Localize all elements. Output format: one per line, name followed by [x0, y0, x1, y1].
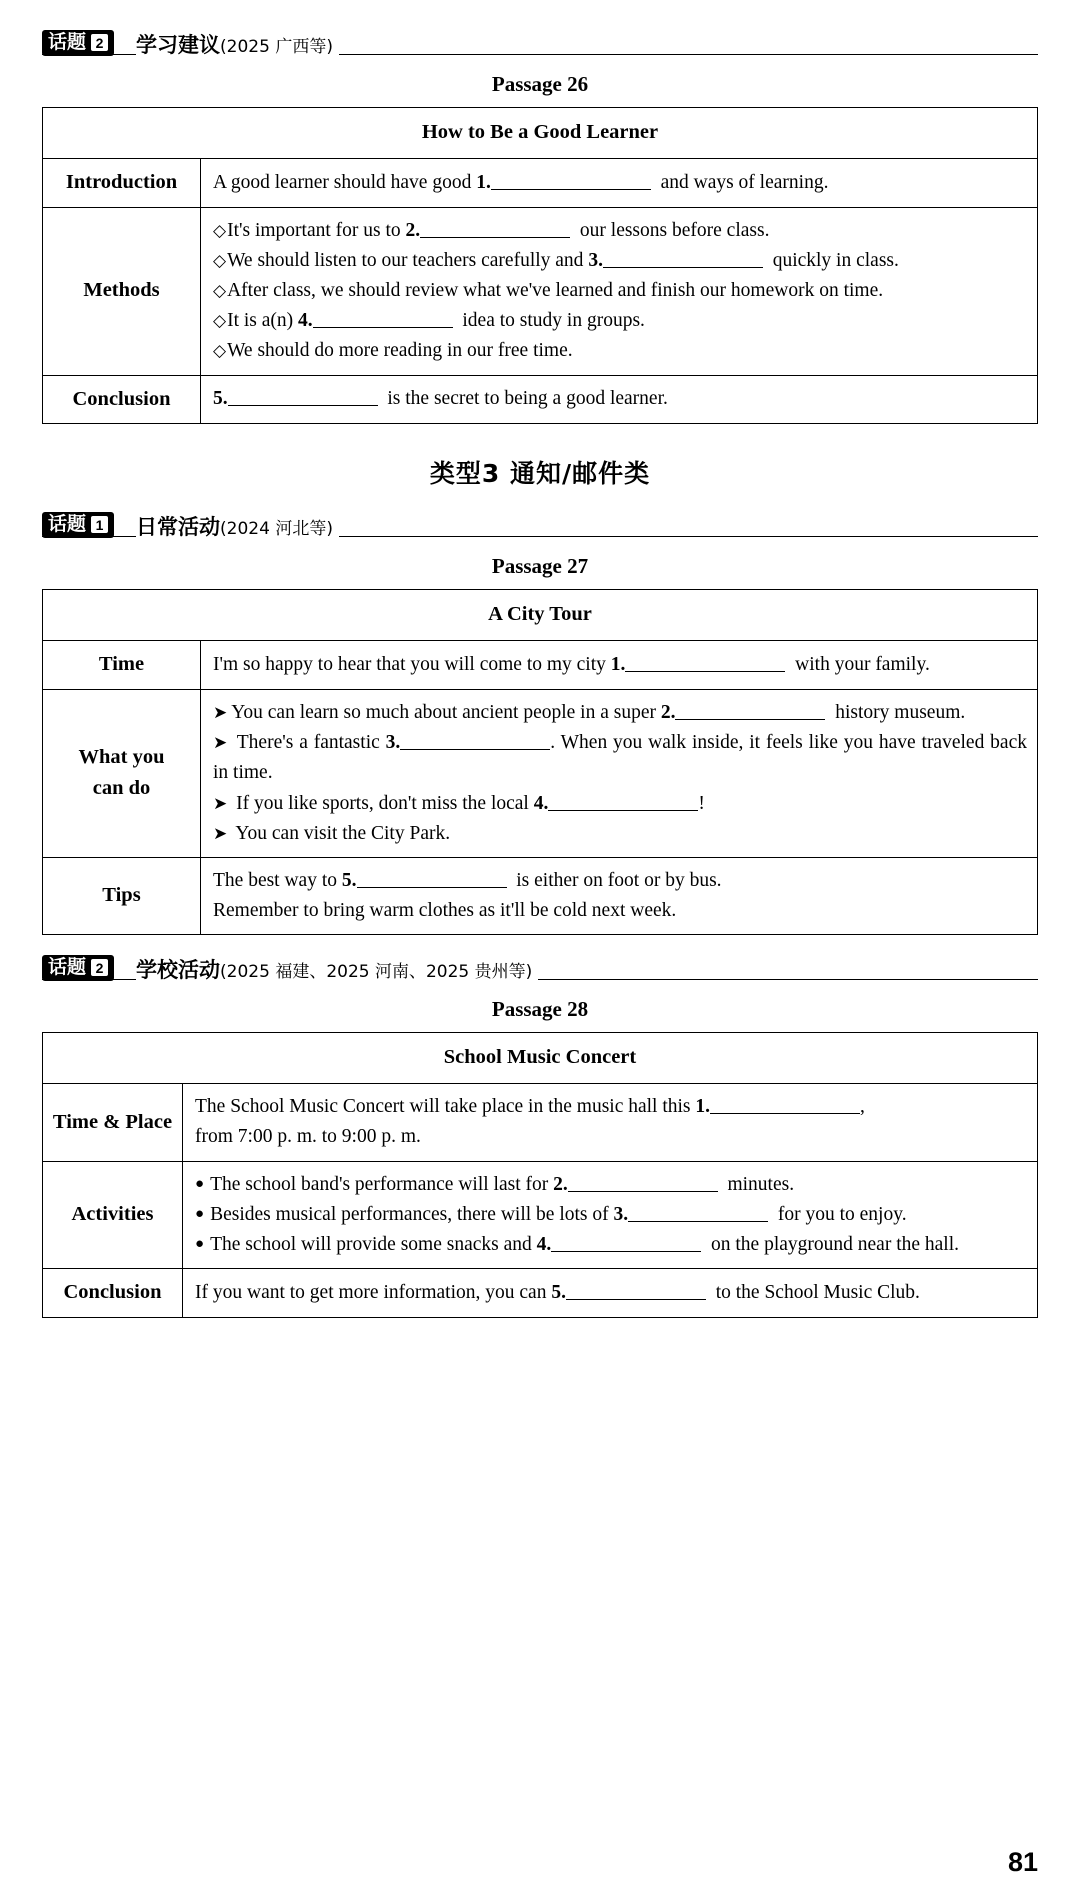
- answer-blank[interactable]: [491, 168, 651, 189]
- answer-blank[interactable]: [566, 1279, 706, 1300]
- tips-line-2: Remember to bring warm clothes as it'll be cold next week.: [213, 900, 677, 922]
- topic-header-2: [42, 512, 1038, 538]
- table-heading-27: A City Tour: [43, 590, 1038, 641]
- row-body-tips: [201, 858, 1038, 935]
- topic-source-text: (2024 河北等): [220, 519, 333, 540]
- activity-line-1: ➤ You can learn so much about ancient people in a super 2. history museum.: [213, 698, 1027, 728]
- topic-title-text: 日常活动: [136, 515, 221, 540]
- answer-blank[interactable]: [228, 385, 378, 406]
- topic-tag-number: 2: [91, 34, 108, 51]
- row-body-conclusion-28: If you want to get more information, you can 5. to the School Music Club.: [183, 1269, 1038, 1318]
- row-body-conclusion: 5. is the secret to being a good learner.: [201, 375, 1038, 424]
- activity-line-2: ➤ There's a fantastic 3. . When you walk inside, it feels like you have traveled back in time.: [213, 728, 1027, 788]
- passage-label-28: Passage 28: [491, 997, 589, 1022]
- activity-line-3: ➤ If you like sports, don't miss the local 4. !: [213, 789, 1027, 819]
- topic-title-1: [136, 35, 339, 56]
- row-label-activities: Activities: [43, 1161, 183, 1269]
- topic-tag-number: 2: [91, 959, 108, 976]
- activity-item-2: ● Besides musical performances, there will be lots of 3. for you to enjoy.: [195, 1200, 1027, 1230]
- type-heading-3: 类型3 通知/邮件类: [429, 459, 651, 489]
- topic-header-1: [42, 30, 1038, 56]
- answer-blank[interactable]: [603, 246, 763, 267]
- answer-blank[interactable]: [710, 1093, 860, 1114]
- topic-tag-label: 话题: [48, 513, 87, 536]
- table-row: [43, 1161, 1038, 1269]
- row-body-methods: [201, 207, 1038, 375]
- table-row: [43, 590, 1038, 641]
- table-row: [43, 108, 1038, 159]
- worksheet-page: [0, 30, 1080, 1902]
- topic-tag-3: [42, 955, 114, 981]
- answer-blank[interactable]: [675, 698, 825, 719]
- table-heading-26: How to Be a Good Learner: [43, 108, 1038, 159]
- activity-item-1: ● The school band's performance will last for 2. minutes.: [195, 1170, 1027, 1200]
- table-row: [43, 1269, 1038, 1318]
- topic-title-text: 学习建议: [136, 33, 221, 57]
- row-label-time-place: Time & Place: [43, 1084, 183, 1161]
- answer-blank[interactable]: [625, 650, 785, 671]
- row-body-time-place: The School Music Concert will take place in the music hall this 1. , from 7:00 p. m. to 9:00 p. m.: [183, 1084, 1038, 1161]
- answer-blank[interactable]: [551, 1231, 701, 1252]
- table-row: [43, 1033, 1038, 1084]
- row-label-introduction: Introduction: [43, 158, 201, 207]
- passage-table-26: [42, 107, 1038, 424]
- topic-tag-label: 话题: [48, 956, 87, 979]
- table-row: [43, 207, 1038, 375]
- answer-blank[interactable]: [400, 729, 550, 750]
- passage-table-27: [42, 589, 1038, 935]
- row-body-time: I'm so happy to hear that you will come to my city 1. with your family.: [201, 641, 1038, 690]
- passage-label-27: Passage 27: [491, 554, 589, 579]
- topic-tag-label: 话题: [48, 31, 87, 53]
- activity-item-3: ● The school will provide some snacks and 4. on the playground near the hall.: [195, 1230, 1027, 1260]
- topic-tag-2: [42, 512, 114, 538]
- table-row: [43, 375, 1038, 424]
- row-label-methods: Methods: [43, 207, 201, 375]
- answer-blank[interactable]: [548, 789, 698, 810]
- passage-label-26: Passage 26: [491, 72, 589, 96]
- topic-title-text: 学校活动: [136, 958, 221, 983]
- table-row: [43, 858, 1038, 935]
- topic-tag-1: [42, 30, 114, 56]
- method-line-4: ◇It is a(n) 4. idea to study in groups.: [213, 306, 1027, 336]
- table-row: [43, 158, 1038, 207]
- table-row: [43, 689, 1038, 857]
- row-label-tips: Tips: [43, 858, 201, 935]
- table-row: [43, 641, 1038, 690]
- table-heading-28: School Music Concert: [43, 1033, 1038, 1084]
- row-body-what-you-can-do: [201, 689, 1038, 857]
- passage-table-28: [42, 1032, 1038, 1318]
- tips-line-1: The best way to 5. is either on foot or by bus.: [213, 866, 1027, 896]
- answer-blank[interactable]: [313, 307, 453, 328]
- method-line-2: ◇We should listen to our teachers carefully and 3. quickly in class.: [213, 246, 1027, 276]
- row-label-time: Time: [43, 641, 201, 690]
- topic-header-3: [42, 955, 1038, 981]
- row-label-conclusion: Conclusion: [43, 375, 201, 424]
- answer-blank[interactable]: [568, 1170, 718, 1191]
- method-line-1: ◇It's important for us to 2. our lessons before class.: [213, 216, 1027, 246]
- answer-blank[interactable]: [420, 216, 570, 237]
- table-row: [43, 1084, 1038, 1161]
- row-body-introduction: A good learner should have good 1. and ways of learning.: [201, 158, 1038, 207]
- topic-title-2: [136, 517, 339, 538]
- method-line-5: ◇We should do more reading in our free time.: [213, 340, 573, 362]
- topic-tag-number: 1: [91, 516, 108, 533]
- method-line-3: ◇After class, we should review what we've learned and finish our homework on time.: [213, 279, 884, 301]
- topic-title-3: [136, 960, 538, 981]
- answer-blank[interactable]: [628, 1200, 768, 1221]
- row-label-conclusion-28: Conclusion: [43, 1269, 183, 1318]
- row-label-what-you-can-do: What you can do: [43, 689, 201, 857]
- topic-source-text: (2025 福建、2025 河南、2025 贵州等): [220, 962, 533, 983]
- answer-blank[interactable]: [357, 867, 507, 888]
- row-body-activities: [183, 1161, 1038, 1269]
- activity-line-4: ➤ You can visit the City Park.: [213, 822, 451, 844]
- page-number: 81: [1007, 1847, 1038, 1877]
- topic-source-text: (2025 广西等): [220, 37, 333, 57]
